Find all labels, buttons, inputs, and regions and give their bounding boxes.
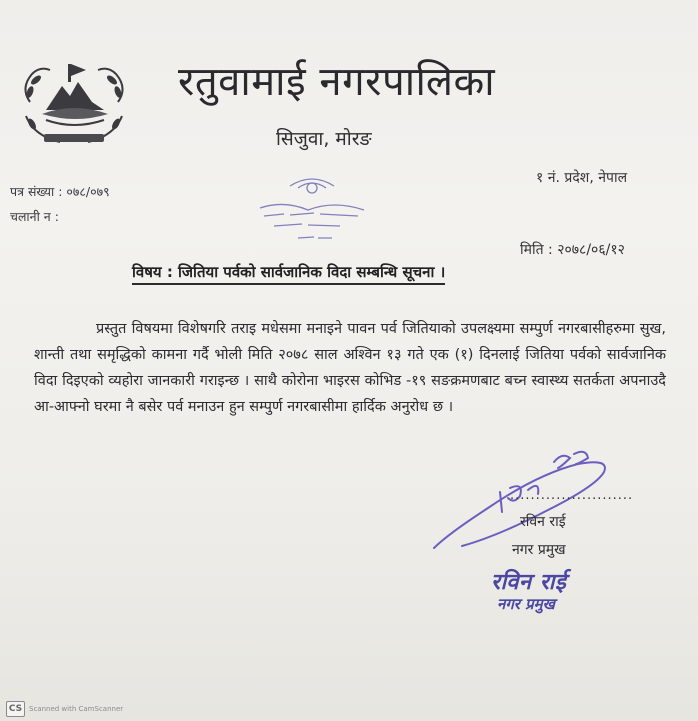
province-line: १ नं. प्रदेश, नेपाल	[536, 170, 628, 186]
signer-title: नगर प्रमुख	[512, 542, 566, 558]
camscanner-logo-icon: CS	[6, 701, 25, 717]
municipality-location: सिजुवा, मोरङ	[276, 128, 372, 150]
seal-title: नगर प्रमुख	[497, 595, 555, 613]
subject-line: विषय : जितिया पर्वको सार्वजानिक विदा सम्बन्धि सूचना ।	[132, 262, 445, 285]
seal-name: रविन राई	[491, 570, 567, 595]
dispatch-number: चलानी न :	[10, 209, 59, 224]
letter-date: मिति : २०७८/०६/१२	[520, 242, 625, 258]
municipality-emblem-icon	[16, 58, 132, 150]
office-stamp-icon	[254, 172, 370, 250]
scanner-text: Scanned with CamScanner	[29, 705, 124, 713]
municipality-title: रतुवामाई नगरपालिका	[178, 59, 496, 105]
reference-number: पत्र संख्या : ०७८/०७९	[10, 184, 110, 199]
notice-body: प्रस्तुत विषयमा विशेषगरि तराइ मधेसमा मनाइने पावन पर्व जितियाको उपलक्ष्यमा सम्पुर्ण नगरबासीहरुमा सुख, शान्ती तथा समृद्धिको कामना गर्दै भोली मिति २०७८ साल अश्विन १३ गते एक (१) दिनलाई जितिया पर्वको सार्वजानिक विदा दिइएको व्यहोरा जानकारी गराइन्छ । साथै कोरोना भाइरस कोभिड -१९ सङक्रमणबाट बच्न स्वास्थ्य सतर्कता अपनाउदै आ-आफ्नो घरमा नै बसेर पर्व मनाउन हुन सम्पुर्ण नगरबासीमा हार्दिक अनुरोध छ ।	[34, 321, 666, 415]
signer-name: रविन राई	[520, 514, 566, 530]
scanner-watermark	[6, 701, 123, 717]
signature-line: ........................	[510, 488, 634, 503]
